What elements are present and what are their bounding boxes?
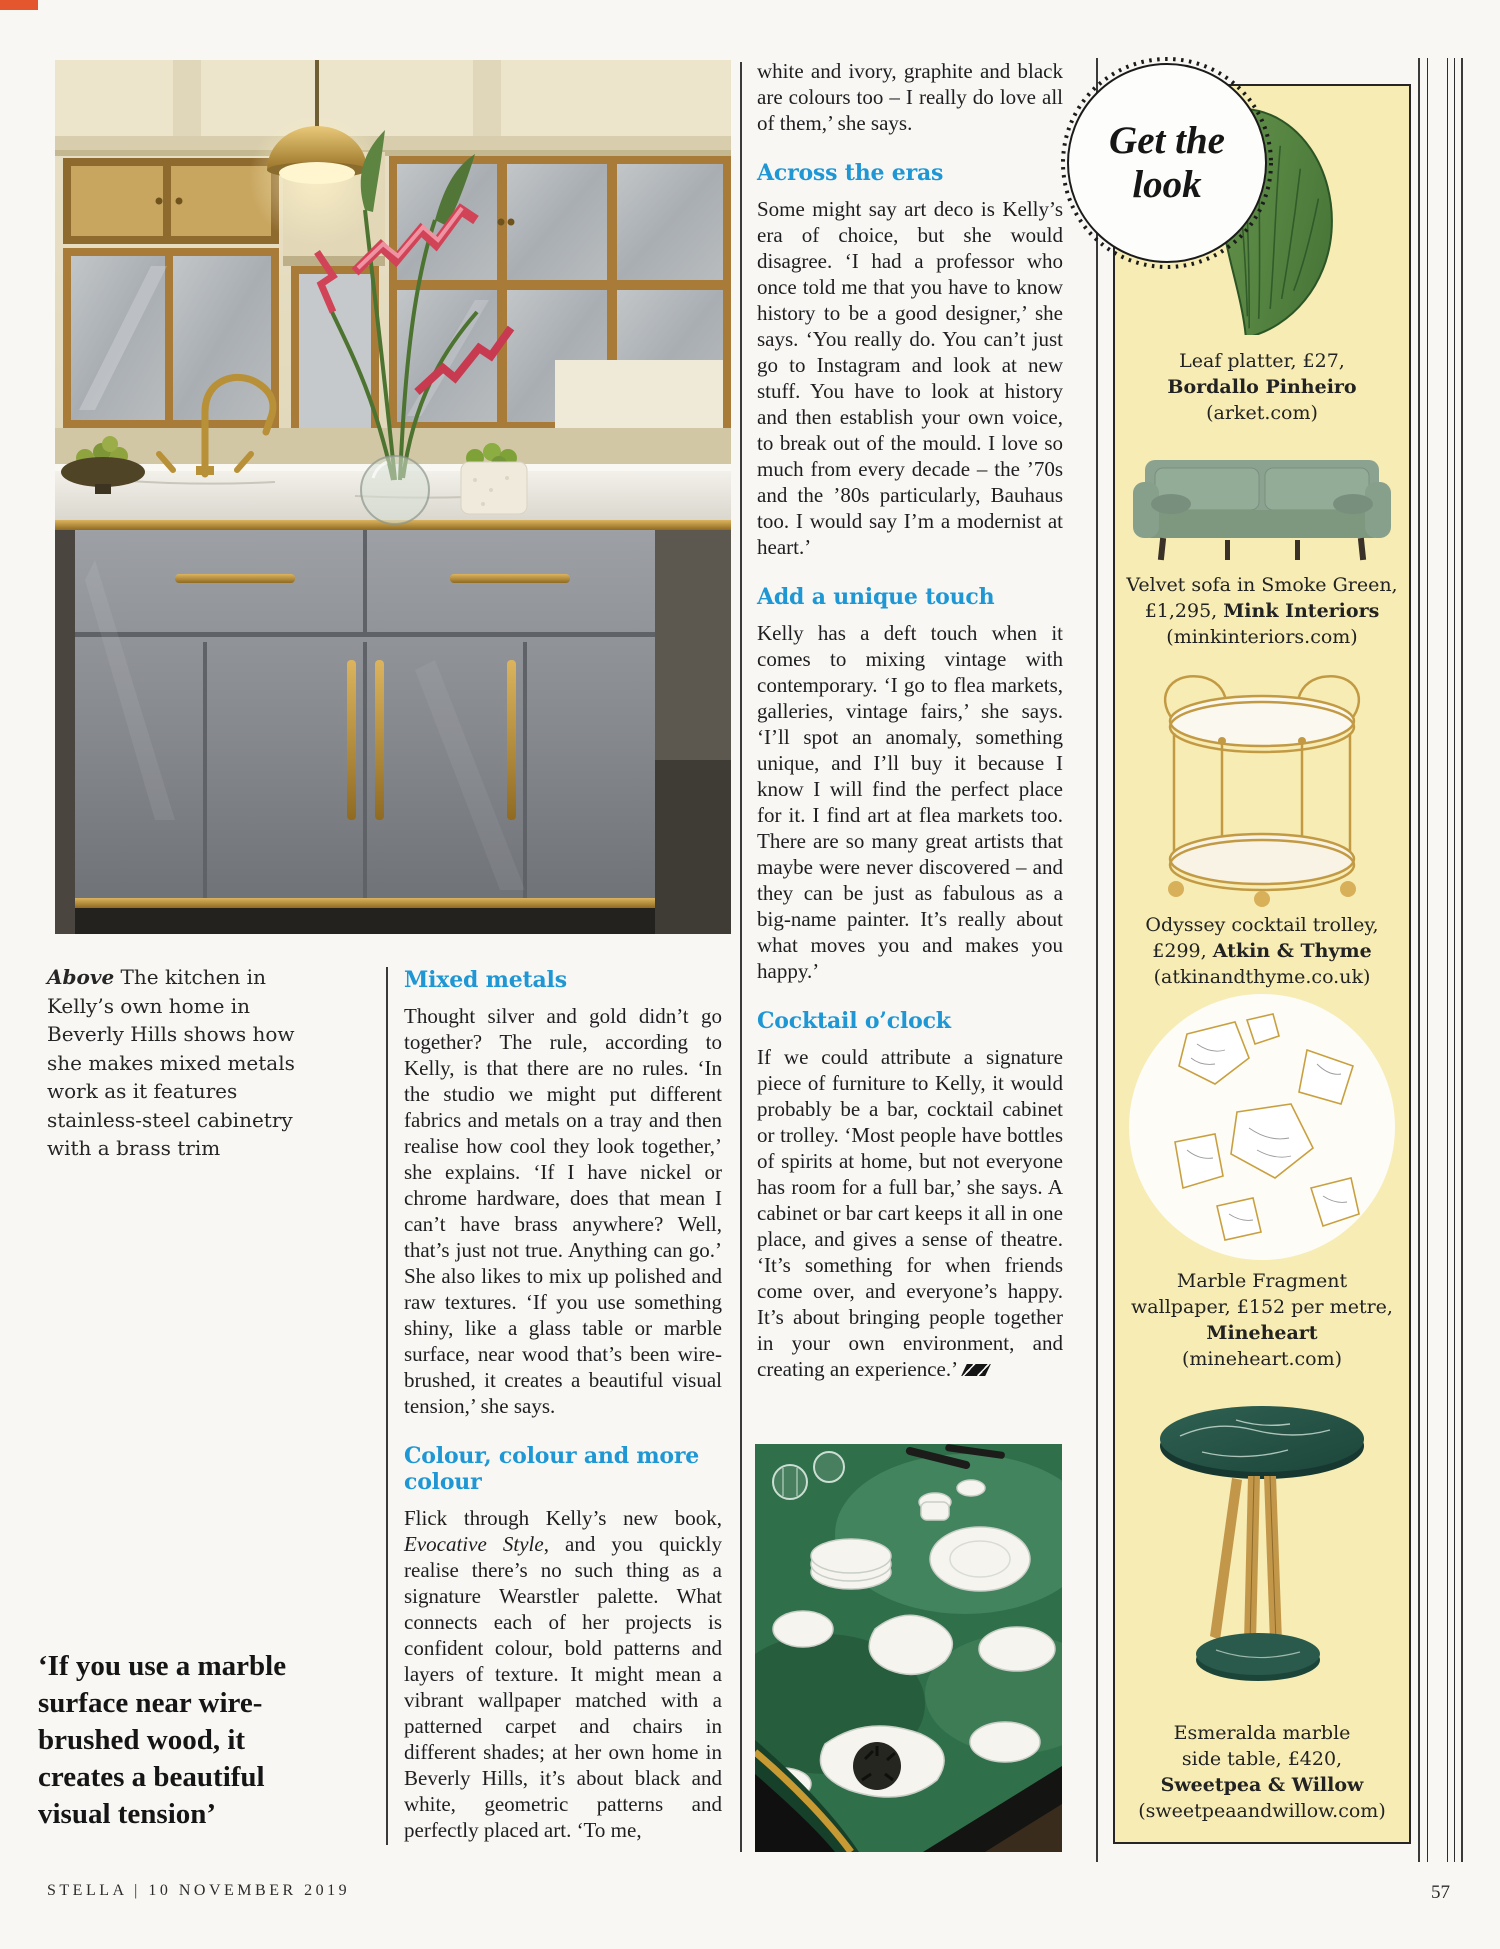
sidebar-rule — [1096, 58, 1098, 1862]
tableware-photo-art — [755, 1444, 1062, 1852]
edge-rule-1 — [1418, 58, 1420, 1862]
cocktail-heading: Cocktail o’clock — [757, 1008, 951, 1034]
left-upper-cabinets — [63, 158, 279, 428]
product-1-brand-line — [1115, 374, 1409, 400]
badge-line-1: Get the — [1109, 119, 1225, 162]
product-2-brand: Mink Interiors — [1223, 600, 1380, 622]
product-5-url: (sweetpeaandwillow.com) — [1138, 1800, 1386, 1822]
product-3-url: (atkinandthyme.co.uk) — [1153, 966, 1371, 988]
product-1-url: (arket.com) — [1206, 402, 1318, 424]
photo-caption — [47, 963, 319, 1163]
product-2-price: £1,295, — [1144, 600, 1224, 622]
edge-rule-4 — [1454, 58, 1455, 1862]
cocktail-paragraph — [757, 1044, 1063, 1382]
product-3-brand: Atkin & Thyme — [1212, 940, 1372, 962]
edge-rule-2 — [1427, 58, 1428, 1862]
page-number: 57 — [1431, 1882, 1450, 1903]
colour-paragraph — [404, 1505, 722, 1843]
product-1-name: Leaf platter, £27, — [1179, 350, 1345, 372]
cocktail-trolley-caption — [1115, 912, 1409, 990]
article-end-icon — [961, 1364, 991, 1376]
product-3-price: £299, — [1152, 940, 1213, 962]
island — [55, 530, 731, 934]
colour-paragraph-post: , and you quickly realise there’s no such thing as a signature Wearstler palette. What connects each of her projects is confident colour, bold patterns and layers of texture. It might mean a vibrant wallpaper matched with a patterned carpet and chairs in different shades; at her own home in Beverly Hills, it’s about black and white, geometric patterns and perfectly placed art. ‘To me, — [404, 1532, 723, 1842]
product-5-brand-line — [1115, 1772, 1409, 1798]
backsplash-light — [555, 360, 723, 430]
kitchen-ceiling — [55, 60, 731, 156]
product-2-url: (minkinteriors.com) — [1166, 626, 1358, 648]
product-4-url: (mineheart.com) — [1181, 1348, 1343, 1370]
badge-text — [1060, 56, 1274, 270]
get-the-look-badge — [1060, 56, 1274, 270]
colour-paragraph-pre: Flick through Kelly’s new book, — [404, 1506, 722, 1530]
leaf-platter-caption — [1115, 348, 1409, 426]
kitchen-photo-art — [55, 60, 731, 934]
velvet-sofa-image — [1115, 450, 1409, 566]
velvet-sofa-caption — [1115, 572, 1409, 650]
book-title: Evocative Style — [404, 1532, 544, 1556]
unique-touch-paragraph: Kelly has a deft touch when it comes to mixing vintage with contemporary. ‘I go to flea markets, galleries, vintage fairs,’ she says. ‘I’ll spot an anomaly, something unique, and I’ll buy it because I know I will find the perfect place for it. I find art at flea markets too. There are so many great artists that maybe were never discovered – and they can be just as fabulous as a big-name painter. It’s really about what moves you and makes you happy.’ — [757, 621, 1063, 983]
edge-rule-3 — [1447, 58, 1448, 1862]
product-3-brand-line — [1115, 938, 1409, 964]
side-table-image — [1115, 1382, 1409, 1712]
product-5-name: Esmeralda marble — [1173, 1722, 1351, 1744]
kitchen-photo — [55, 60, 731, 934]
get-the-look-panel — [1113, 84, 1411, 1844]
product-4-name-2: wallpaper, £152 per metre, — [1131, 1296, 1393, 1318]
article-column-2 — [757, 58, 1063, 1382]
unique-touch-heading: Add a unique touch — [757, 584, 995, 610]
product-4-brand-line — [1115, 1320, 1409, 1346]
side-table-caption — [1115, 1720, 1409, 1824]
product-2-name: Velvet sofa in Smoke Green, — [1126, 574, 1398, 596]
caption-lead: Above — [47, 965, 115, 989]
column-rule-left — [386, 967, 388, 1845]
product-3-name: Odyssey cocktail trolley, — [1145, 914, 1379, 936]
product-2-brand-line — [1115, 598, 1409, 624]
cocktail-paragraph-text: If we could attribute a signature piece of furniture to Kelly, it would probably be a bar, cocktail cabinet or trolley. ‘Most people have bottles of spirits at home, but not everyone has room for a full bar,’ she says. A cabinet or bar cart keeps it all in one place, and gives a sense of theatre. ‘It’s something for when friends come over, and everyone’s happy. It’s about bringing people together in your own environment, and creating an experience.’ — [757, 1045, 1063, 1381]
column-rule-middle — [740, 62, 742, 1852]
badge-line-2: look — [1132, 163, 1202, 206]
marble-wallpaper-image — [1115, 990, 1409, 1264]
article-column-1 — [404, 967, 722, 1843]
tableware-photo — [755, 1444, 1062, 1852]
footer-magazine-date: STELLA | 10 NOVEMBER 2019 — [47, 1882, 351, 1899]
corner-scan-mark — [0, 0, 38, 10]
across-the-eras-heading: Across the eras — [757, 160, 944, 186]
product-5-brand: Sweetpea & Willow — [1160, 1774, 1364, 1796]
across-the-eras-paragraph: Some might say art deco is Kelly’s era of choice, but she would disagree. ‘I had a professor who once told me that you have to know history to be a good designer,’ she says. ‘You really do. You can’t just go to Instagram and look at new stuff. You have to look at history and then establish your own voice, to break out of the mould. I love so much from every decade – the ’70s and the ’80s particularly, Bauhaus too. I would say I’m a modernist at heart.’ — [757, 197, 1063, 559]
cocktail-trolley-image — [1115, 662, 1409, 908]
colour-heading: Colour, colour and more colour — [404, 1443, 700, 1495]
product-4-brand: Mineheart — [1206, 1322, 1318, 1344]
mixed-metals-paragraph: Thought silver and gold didn’t go together? The rule, according to Kelly, is that there are no rules. ‘In the studio we might put different fabrics and metals on a tray and then realise how cool they look together,’ she explains. ‘If I have nickel or chrome hardware, does that mean I can’t have brass anywhere? Well, that’s just not true. Anything can go.’ She also likes to mix up polished and raw textures. ‘If you use something shiny, like a glass table or marble surface, near wood that’s been wire-brushed, it creates a beautiful visual tension,’ she says. — [404, 1004, 722, 1418]
continuation-paragraph: white and ivory, graphite and black are colours too – I really do love all of them,’ she says. — [757, 59, 1063, 135]
edge-rule-5 — [1461, 58, 1463, 1862]
marble-wallpaper-caption — [1115, 1268, 1409, 1372]
dark-bowl — [853, 1742, 901, 1790]
mixed-metals-heading: Mixed metals — [404, 967, 567, 993]
product-4-name: Marble Fragment — [1176, 1270, 1348, 1292]
caption-text: The kitchen in Kelly’s own home in Beverly Hills shows how she makes mixed metals work as it features stainless-steel cabinetry with a brass trim — [47, 965, 295, 1160]
pull-quote: ‘If you use a marble surface near wire-brushed wood, it creates a beautiful visual tension’ — [38, 1650, 287, 1830]
product-5-name-2: side table, £420, — [1181, 1748, 1343, 1770]
product-1-brand: Bordallo Pinheiro — [1167, 376, 1357, 398]
